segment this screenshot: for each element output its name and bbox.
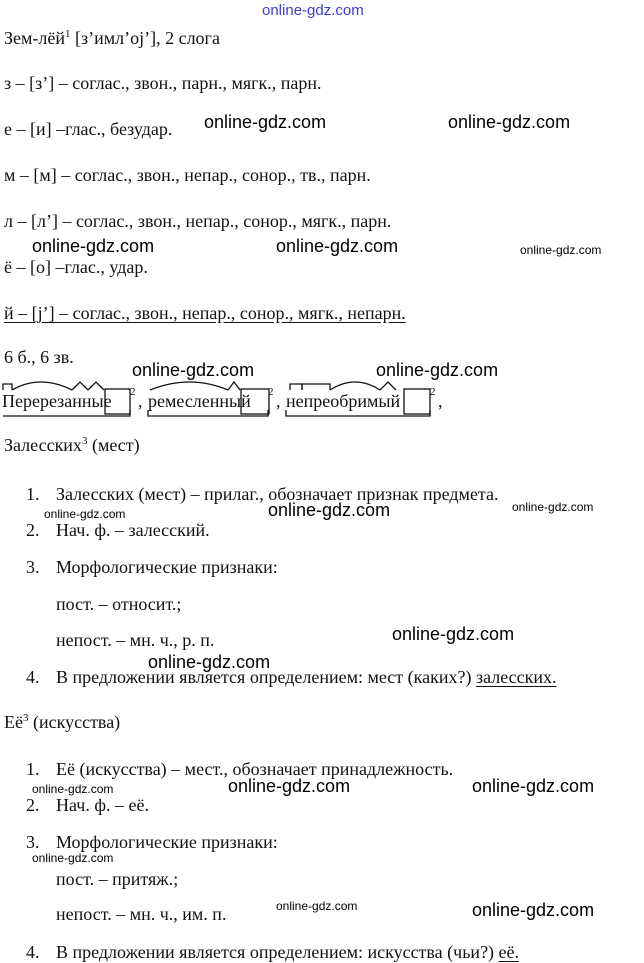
title-rest: [з’имл’oj’], 2 слога	[70, 28, 220, 48]
item-text: Нач. ф. – залесский.	[56, 520, 210, 540]
morph-word: непреобримый	[286, 391, 401, 411]
section-heading	[4, 711, 120, 733]
title-sup: 1	[65, 28, 71, 40]
section-heading-sup: 3	[22, 712, 29, 724]
item-underlined-word: залесских.	[475, 667, 557, 687]
watermark[interactable]: online-gdz.com	[392, 624, 515, 644]
phonetic-line: е – [и] –глас., безудар.	[4, 119, 173, 139]
phonetic-line: м – [м] – соглас., звон., непар., сонор., тв., парн.	[4, 165, 371, 185]
watermark[interactable]: online-gdz.com	[228, 776, 351, 796]
watermark[interactable]: online-gdz.com	[276, 236, 399, 256]
item-underlined-word: её.	[498, 942, 520, 962]
item-number: 1.	[26, 484, 40, 504]
phonetic-line: л – [л’] – соглас., звон., непар., сонор., мягк., парн.	[4, 211, 392, 231]
watermark[interactable]: online-gdz.com	[32, 851, 114, 865]
item-text: Её (искусства) – мест., обозначает принадлежность.	[56, 759, 454, 779]
item-text: Морфологические признаки:	[56, 557, 278, 577]
watermark[interactable]: online-gdz.com	[376, 360, 499, 380]
watermark[interactable]: online-gdz.com	[268, 500, 391, 520]
section-heading	[4, 434, 140, 456]
item-number: 2.	[26, 520, 40, 540]
item-text: Нач. ф. – её.	[56, 795, 149, 815]
section-heading-word: Залесских	[4, 435, 82, 455]
root-arc	[330, 382, 380, 390]
item-text: Морфологические признаки:	[56, 832, 278, 852]
watermark[interactable]: online-gdz.com	[276, 899, 358, 913]
item-number: 4.	[26, 667, 40, 687]
watermark[interactable]: online-gdz.com	[472, 900, 595, 920]
header-watermark[interactable]: online-gdz.com	[262, 2, 364, 19]
watermark[interactable]: online-gdz.com	[512, 500, 594, 514]
root-arc	[150, 382, 228, 390]
watermark[interactable]: online-gdz.com	[32, 782, 114, 796]
watermark[interactable]: online-gdz.com	[132, 360, 255, 380]
phonetic-line: ё – [о] –глас., удар.	[4, 257, 148, 277]
section-heading-rest: (искусства)	[28, 712, 121, 732]
item-text: пост. – притяж.;	[56, 869, 179, 889]
root-arc	[12, 382, 72, 390]
ending-box	[404, 389, 430, 414]
item-number: 3.	[26, 557, 40, 577]
item-text: непост. – мн. ч., р. п.	[56, 630, 215, 650]
item-number: 1.	[26, 759, 40, 779]
watermark[interactable]: online-gdz.com	[204, 112, 327, 132]
phonetic-line: з – [з’] – соглас., звон., парн., мягк., парн.	[4, 73, 322, 93]
item-text-main: В предложении является определением: мест (каких?)	[56, 667, 476, 687]
watermark[interactable]: online-gdz.com	[44, 507, 126, 521]
section-heading-sup: 3	[81, 435, 88, 447]
phonetic-line-underlined: й – [j’] – соглас., звон., непар., сонор., мягк., непарн.	[4, 303, 406, 323]
suffix-mark	[380, 382, 396, 390]
item-text: Залесских (мест) – прилаг., обозначает признак предмета.	[56, 484, 499, 504]
section-heading-rest: (мест)	[87, 435, 140, 455]
morph-comma: ,	[276, 391, 281, 411]
morph-word: ремесленный	[148, 391, 251, 411]
title-word: Зем-лёй	[4, 28, 65, 48]
watermark[interactable]: online-gdz.com	[472, 776, 595, 796]
title-line	[4, 27, 220, 49]
prefix-mark	[3, 384, 12, 390]
item-number: 3.	[26, 832, 40, 852]
watermark[interactable]: online-gdz.com	[448, 112, 571, 132]
prefix-mark	[302, 384, 330, 390]
suffix-mark	[228, 382, 240, 390]
summary-line: 6 б., 6 зв.	[4, 347, 74, 367]
watermark[interactable]: online-gdz.com	[520, 243, 602, 257]
morph-word: Перерезанные	[2, 391, 112, 411]
suffix-mark	[72, 382, 104, 390]
item-text	[56, 666, 557, 688]
item-text-main: В предложении является определением: искусства (чьи?)	[56, 942, 499, 962]
watermark[interactable]: online-gdz.com	[32, 236, 155, 256]
morpheme-parse-row: Перерезанные 2 , ремесленный 2 , непреобримый 2 ,	[0, 376, 460, 424]
prefix-mark	[290, 384, 302, 390]
item-number: 4.	[26, 942, 40, 962]
item-text: непост. – мн. ч., им. п.	[56, 904, 227, 924]
item-number: 2.	[26, 795, 40, 815]
item-text: пост. – относит.;	[56, 594, 182, 614]
watermark[interactable]: online-gdz.com	[148, 652, 271, 672]
section-heading-word: Её	[4, 712, 23, 732]
item-text	[56, 941, 519, 963]
morph-comma: ,	[438, 391, 443, 411]
morph-comma: ,	[138, 391, 143, 411]
